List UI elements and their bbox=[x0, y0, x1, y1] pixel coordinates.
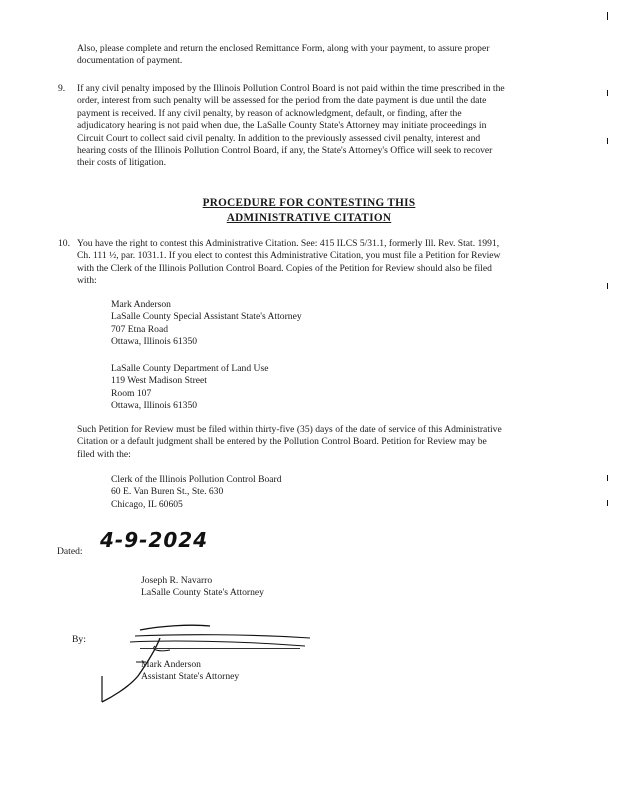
text-line: with: bbox=[77, 275, 97, 287]
item9-paragraph bbox=[77, 83, 505, 170]
scan-mark bbox=[607, 500, 608, 506]
petition-paragraph bbox=[77, 424, 502, 461]
signer-navarro bbox=[141, 575, 264, 600]
text-line: Circuit Court to collect said civil penalty. In addition to the previously assessed civil penalty, interest and bbox=[77, 132, 481, 144]
item9-number: 9. bbox=[58, 83, 66, 94]
address-line: 60 E. Van Buren St., Ste. 630 bbox=[111, 486, 224, 498]
text-line: hearing costs of the Illinois Pollution Control Board, if any, the State's Attorney's Office will seek to recover bbox=[77, 145, 493, 157]
address-land-use bbox=[111, 363, 268, 413]
text-line: filed with the: bbox=[77, 448, 131, 460]
address-line: 119 West Madison Street bbox=[111, 375, 207, 387]
text-line: Also, please complete and return the enclosed Remittance Form, along with your payment, to assure proper bbox=[77, 43, 490, 54]
item10-number: 10. bbox=[58, 238, 70, 249]
scan-mark bbox=[607, 138, 608, 144]
signer-name: Mark Anderson bbox=[141, 659, 201, 670]
handwritten-date: 4-9-2024 bbox=[100, 528, 209, 552]
signer-name: Joseph R. Navarro bbox=[141, 575, 213, 586]
signer-title: LaSalle County State's Attorney bbox=[141, 587, 264, 599]
signer-anderson bbox=[141, 659, 239, 684]
address-line: 707 Etna Road bbox=[111, 323, 169, 335]
scan-mark bbox=[607, 12, 608, 20]
address-line: Chicago, IL 60605 bbox=[111, 498, 183, 510]
scan-mark bbox=[607, 90, 608, 96]
address-line: Ottawa, Illinois 61350 bbox=[111, 336, 198, 348]
text-line: their costs of litigation. bbox=[77, 157, 166, 169]
dated-label: Dated: bbox=[57, 546, 83, 557]
text-line: If any civil penalty imposed by the Illinois Pollution Control Board is not paid within the time prescribed in the bbox=[77, 83, 505, 94]
section-heading bbox=[0, 196, 618, 226]
signature-line bbox=[140, 648, 300, 649]
by-label: By: bbox=[72, 634, 86, 645]
address-clerk bbox=[111, 474, 282, 511]
heading-line: ADMINISTRATIVE CITATION bbox=[226, 212, 392, 224]
address-line: Room 107 bbox=[111, 387, 152, 399]
signer-title: Assistant State's Attorney bbox=[141, 671, 240, 683]
address-mark-anderson bbox=[111, 299, 302, 349]
item8-continuation bbox=[77, 43, 489, 68]
address-line: Mark Anderson bbox=[111, 299, 171, 310]
text-line: Citation or a default judgment shall be entered by the Pollution Control Board. Petition for Review may be bbox=[77, 436, 487, 448]
date-underline bbox=[98, 560, 204, 561]
address-line: Ottawa, Illinois 61350 bbox=[111, 400, 198, 412]
scan-mark bbox=[607, 283, 608, 289]
text-line: Such Petition for Review must be filed within thirty-five (35) days of the date of service of this Administrative bbox=[77, 424, 502, 435]
text-line: order, interest from such penalty will be assessed for the period from the date payment is due until the date bbox=[77, 95, 487, 107]
heading-line: PROCEDURE FOR CONTESTING THIS bbox=[202, 197, 416, 209]
text-line: payment is received. If any civil penalty, by reason of acknowledgment, default, or finding, after the bbox=[77, 107, 462, 119]
text-line: Ch. 111 ½, par. 1031.1. If you elect to contest this Administrative Citation, you must file a Petition for Review bbox=[77, 250, 501, 262]
text-line: You have the right to contest this Administrative Citation. See: 415 ILCS 5/31.1, formerly Ill. Rev. Stat. 1991, bbox=[77, 238, 500, 249]
text-line: adjudicatory hearing is not paid when due, the LaSalle County State's Attorney may initiate proceedings in bbox=[77, 120, 487, 132]
text-line: with the Clerk of the Illinois Pollution Control Board. Copies of the Petition for Review should also be filed bbox=[77, 262, 492, 274]
address-line: LaSalle County Department of Land Use bbox=[111, 363, 269, 374]
address-line: Clerk of the Illinois Pollution Control Board bbox=[111, 474, 282, 485]
scan-mark bbox=[607, 475, 608, 481]
item10-paragraph bbox=[77, 238, 501, 288]
text-line: documentation of payment. bbox=[77, 55, 183, 67]
address-line: LaSalle County Special Assistant State's Attorney bbox=[111, 311, 302, 323]
